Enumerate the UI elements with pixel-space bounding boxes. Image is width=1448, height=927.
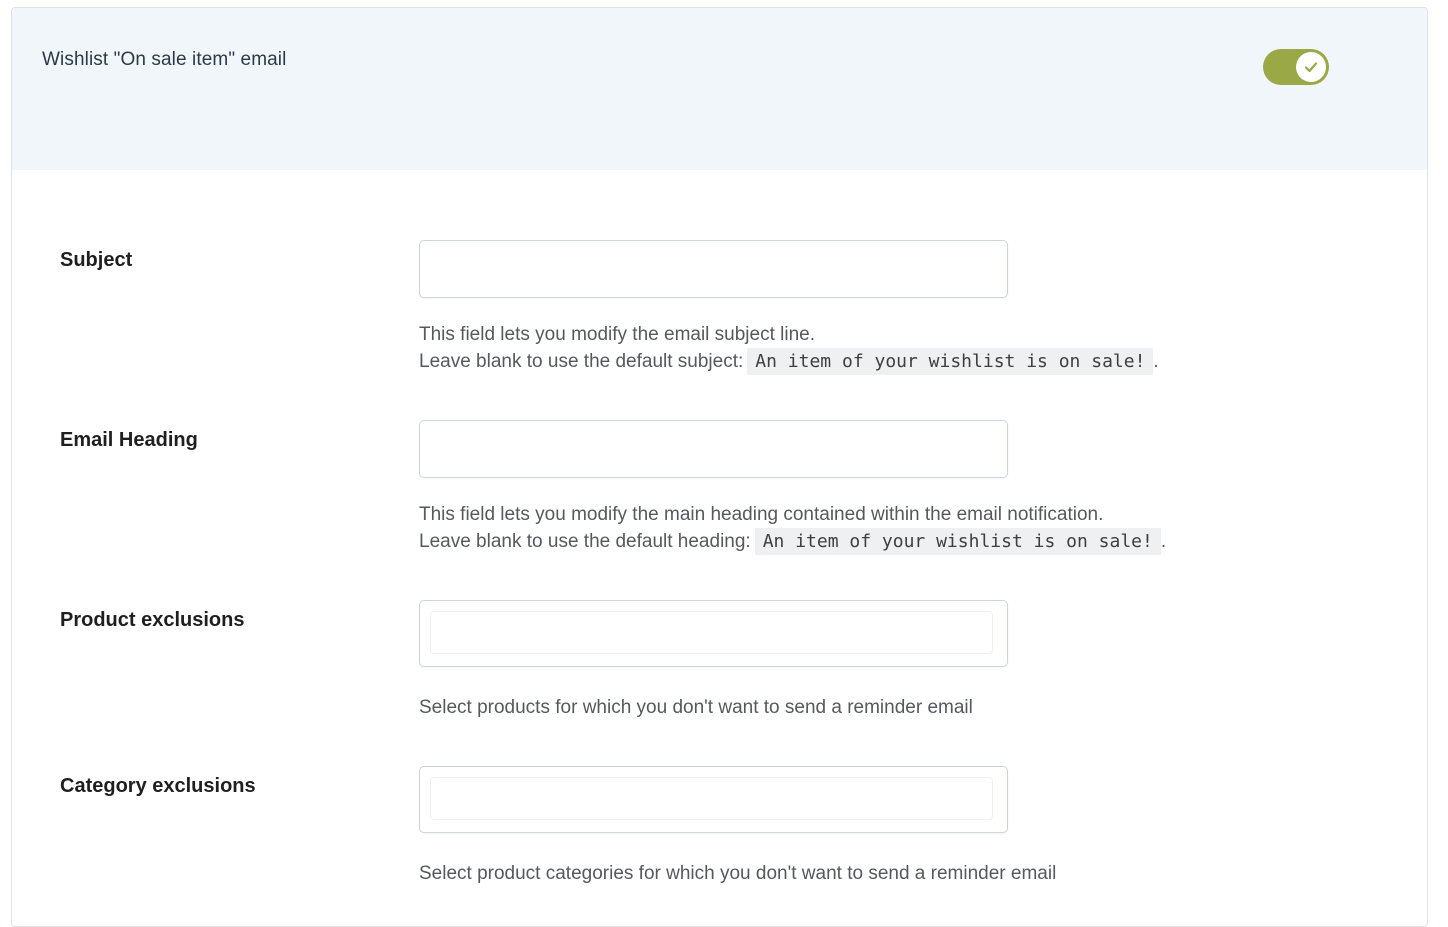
heading-desc-line2: Leave blank to use the default heading: An item of your wishlist is on sale! . (419, 528, 1166, 555)
heading-desc-line1: This field lets you modify the main heading contained within the email notification. (419, 504, 1104, 525)
product-exclusions-select[interactable] (419, 600, 1008, 667)
default-subject-code: An item of your wishlist is on sale! (747, 348, 1153, 375)
subject-desc-line2: Leave blank to use the default subject: An item of your wishlist is on sale! . (419, 348, 1159, 375)
category-exclusions-label: Category exclusions (60, 775, 256, 797)
email-heading-label: Email Heading (60, 429, 198, 451)
email-heading-field[interactable] (419, 420, 1008, 478)
panel-title: Wishlist "On sale item" email (42, 49, 287, 70)
email-heading-description (419, 501, 1166, 555)
panel-header (12, 8, 1427, 170)
product-exclusions-label: Product exclusions (60, 609, 245, 631)
subject-field[interactable] (419, 240, 1008, 298)
subject-desc-line1: This field lets you modify the email subject line. (419, 324, 816, 345)
category-exclusions-description: Select product categories for which you don't want to send a reminder email (419, 863, 1057, 884)
subject-description (419, 321, 1159, 375)
category-exclusions-search[interactable] (430, 777, 993, 820)
enable-email-toggle[interactable] (1263, 49, 1329, 85)
category-exclusions-select[interactable] (419, 766, 1008, 833)
default-heading-code: An item of your wishlist is on sale! (755, 528, 1161, 555)
product-exclusions-search[interactable] (430, 611, 993, 654)
product-exclusions-description: Select products for which you don't want to send a reminder email (419, 697, 973, 718)
toggle-knob[interactable] (1296, 52, 1326, 82)
subject-label: Subject (60, 249, 133, 271)
subject-input[interactable] (420, 241, 1007, 297)
email-settings-panel (11, 7, 1428, 927)
check-icon (1304, 60, 1318, 74)
email-heading-input[interactable] (420, 421, 1007, 477)
